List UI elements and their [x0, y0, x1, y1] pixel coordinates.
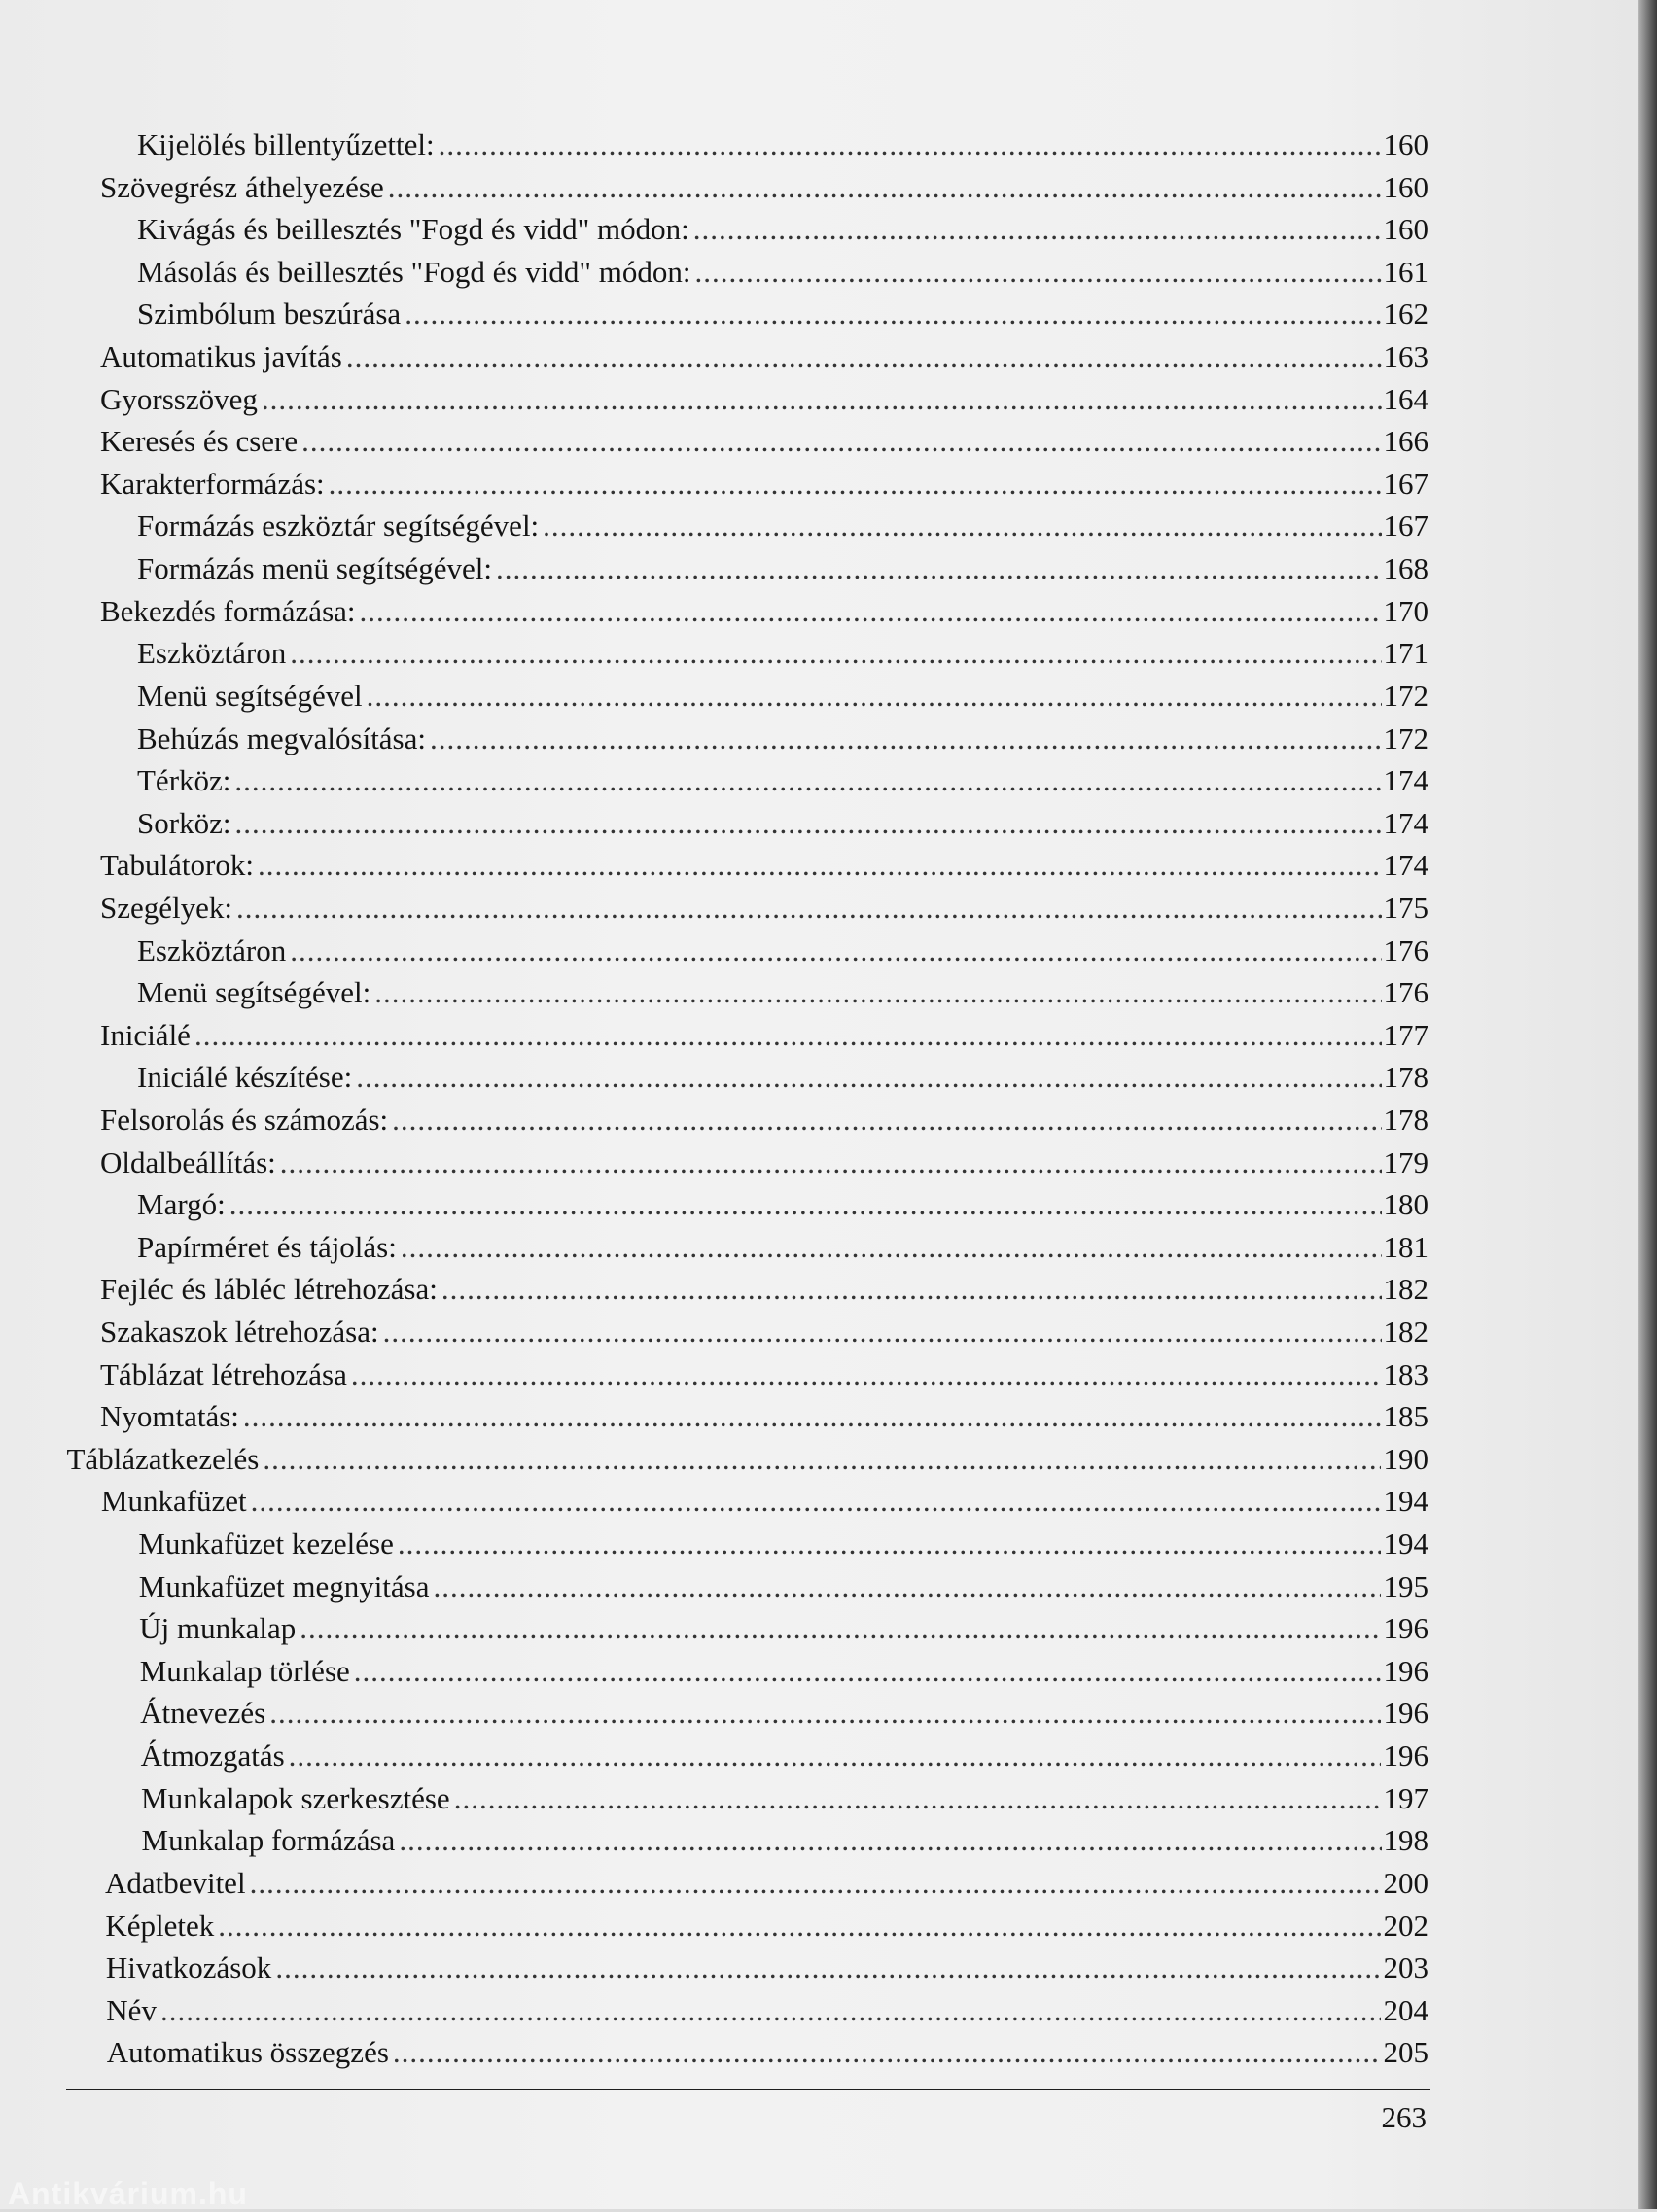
toc-leader-dots [234, 759, 1381, 802]
toc-entry [137, 293, 1428, 335]
toc-entry-page: 170 [1383, 593, 1428, 628]
toc-entry-label: Munkalap törlése [139, 1653, 350, 1688]
toc-entry [107, 2031, 1428, 2074]
toc-leader-dots [351, 1353, 1382, 1396]
toc-entry-label: Eszköztáron [137, 636, 287, 671]
toc-entry-label: Bekezdés formázása: [100, 593, 356, 628]
toc-entry-label: Karakterformázás: [100, 466, 325, 501]
toc-entry-label: Munkafüzet kezelése [138, 1527, 394, 1562]
toc-entry-page: 196 [1383, 1738, 1428, 1773]
toc-entry [137, 547, 1428, 590]
toc-entry [100, 1353, 1428, 1396]
page-spine-edge [1638, 0, 1657, 2209]
toc-leader-dots [236, 887, 1381, 930]
toc-entry [140, 1692, 1428, 1735]
toc-entry-label: Kivágás és beillesztés "Fogd és vidd" módon: [137, 212, 689, 247]
toc-entry-page: 197 [1383, 1780, 1428, 1815]
toc-entry [140, 1650, 1428, 1693]
toc-leader-dots [275, 1947, 1381, 1989]
toc-leader-dots [280, 1141, 1382, 1184]
toc-entry [100, 1141, 1428, 1184]
toc-entry-label: Szegélyek: [100, 890, 233, 925]
toc-entry [137, 632, 1428, 675]
toc-entry-label: Másolás és beillesztés "Fogd és vidd" módon: [137, 254, 691, 289]
toc-entry-page: 196 [1383, 1696, 1428, 1731]
toc-entry-label: Iniciálé [100, 1017, 191, 1052]
toc-entry-label: Eszköztáron [137, 932, 287, 967]
toc-entry-label: Név [106, 1992, 157, 2027]
toc-entry-label: Margó: [137, 1187, 226, 1222]
toc-entry-page: 177 [1383, 1017, 1428, 1052]
toc-entry-label: Tabulátorok: [100, 848, 254, 883]
toc-entry [137, 759, 1428, 802]
toc-entry-page: 172 [1383, 678, 1428, 713]
toc-entry-label: Táblázatkezelés [66, 1441, 260, 1476]
toc-leader-dots [439, 123, 1382, 166]
toc-entry [100, 1268, 1428, 1311]
toc-entry-label: Képletek [105, 1908, 215, 1943]
toc-leader-dots [250, 1862, 1382, 1905]
toc-entry [138, 1523, 1428, 1565]
toc-entry-label: Menü segítségével: [137, 975, 371, 1010]
toc-entry-page: 161 [1383, 254, 1428, 289]
toc-entry [105, 1862, 1428, 1905]
toc-entry-page: 174 [1383, 763, 1428, 798]
toc-entry-page: 178 [1383, 1102, 1428, 1137]
toc-leader-dots [290, 632, 1381, 675]
toc-entry-label: Táblázat létrehozása [100, 1356, 347, 1391]
toc-entry [100, 844, 1428, 887]
toc-entry-label: Papírméret és tájolás: [137, 1229, 397, 1264]
toc-leader-dots [301, 420, 1381, 463]
toc-leader-dots [356, 1056, 1381, 1099]
toc-entry-page: 183 [1383, 1356, 1428, 1391]
toc-entry-page: 204 [1383, 1992, 1428, 2027]
toc-entry-label: Felsorolás és számozás: [100, 1102, 389, 1137]
toc-entry-page: 175 [1383, 890, 1428, 925]
toc-entry [100, 335, 1428, 378]
toc-entry-page: 181 [1383, 1229, 1428, 1264]
toc-entry-label: Formázás menü segítségével: [137, 551, 493, 586]
toc-entry [137, 505, 1428, 547]
toc-entry [137, 971, 1428, 1014]
toc-leader-dots [243, 1395, 1382, 1438]
toc-entry-page: 182 [1383, 1272, 1428, 1307]
toc-entry [100, 590, 1428, 633]
toc-leader-dots [251, 1480, 1382, 1523]
toc-entry-page: 194 [1383, 1527, 1428, 1562]
toc-entry-page: 168 [1383, 551, 1428, 586]
toc-entry-label: Oldalbeállítás: [100, 1144, 276, 1179]
toc-entry-label: Szimbólum beszúrása [137, 297, 402, 332]
toc-entry [137, 675, 1428, 718]
toc-entry-page: 167 [1383, 509, 1428, 544]
toc-entry-page: 198 [1383, 1823, 1428, 1858]
toc-entry [100, 378, 1428, 421]
toc-leader-dots [454, 1777, 1382, 1820]
toc-entry [66, 1438, 1428, 1481]
toc-entry-label: Új munkalap [139, 1611, 297, 1646]
toc-leader-dots [160, 1989, 1382, 2032]
toc-entry [100, 463, 1428, 506]
toc-leader-dots [263, 1438, 1381, 1481]
toc-entry [137, 1056, 1428, 1099]
toc-entry-page: 203 [1383, 1950, 1428, 1985]
toc-entry-label: Fejléc és lábléc létrehozása: [100, 1272, 438, 1307]
toc-entry-label: Szakaszok létrehozása: [100, 1315, 379, 1349]
toc-leader-dots [694, 251, 1381, 294]
toc-leader-dots [374, 971, 1381, 1014]
toc-entry-page: 202 [1383, 1908, 1428, 1943]
footer-rule [66, 2089, 1430, 2090]
toc-entry-label: Munkafüzet [100, 1484, 247, 1519]
toc-entry-label: Automatikus összegzés [106, 2035, 389, 2070]
toc-entry-label: Nyomtatás: [100, 1399, 239, 1434]
toc-entry-label: Átmozgatás [140, 1738, 285, 1773]
toc-entry-label: Munkalapok szerkesztése [141, 1780, 450, 1815]
toc-entry-label: Gyorsszöveg [100, 381, 258, 416]
toc-leader-dots [329, 463, 1382, 506]
toc-entry [106, 1989, 1428, 2032]
toc-entry-page: 174 [1383, 805, 1428, 840]
toc-entry [137, 1226, 1428, 1269]
toc-leader-dots [392, 1099, 1381, 1141]
toc-entry [100, 420, 1428, 463]
toc-entry-label: Szövegrész áthelyezése [100, 169, 384, 204]
toc-entry-page: 179 [1383, 1144, 1428, 1179]
toc-entry-page: 194 [1383, 1484, 1428, 1519]
toc-entry [139, 1607, 1428, 1650]
toc-entry-page: 178 [1383, 1060, 1428, 1095]
toc-leader-dots [234, 802, 1381, 845]
toc-leader-dots [218, 1905, 1381, 1948]
toc-leader-dots [354, 1650, 1382, 1693]
toc-entry-label: Iniciálé készítése: [137, 1060, 353, 1095]
toc-entry-label: Automatikus javítás [100, 339, 342, 374]
toc-entry-label: Térköz: [137, 763, 231, 798]
toc-leader-dots [430, 718, 1382, 760]
toc-entry-label: Formázás eszköztár segítségével: [137, 509, 540, 544]
toc-leader-dots [434, 1565, 1382, 1608]
toc-leader-dots [405, 293, 1381, 335]
toc-entry-label: Sorköz: [137, 805, 231, 840]
toc-entry-page: 174 [1383, 848, 1428, 883]
toc-entry-label: Munkafüzet megnyitása [138, 1568, 430, 1603]
toc-entry-label: Kijelölés billentyűzettel: [137, 127, 435, 161]
toc-entry-page: 196 [1383, 1611, 1428, 1646]
toc-entry-page: 160 [1383, 169, 1428, 204]
toc-leader-dots [393, 2031, 1382, 2074]
toc-entry [100, 1014, 1428, 1057]
toc-entry-page: 200 [1383, 1865, 1428, 1900]
toc-entry [105, 1905, 1428, 1948]
toc-entry [139, 1565, 1428, 1608]
toc-entry [137, 208, 1428, 251]
toc-entry-page: 160 [1383, 127, 1428, 161]
toc-leader-dots [388, 166, 1382, 209]
toc-leader-dots [360, 590, 1382, 633]
watermark-logo: Antikvárium.hu [8, 2176, 248, 2211]
toc-leader-dots [258, 844, 1382, 887]
toc-leader-dots [269, 1692, 1381, 1735]
toc-leader-dots [300, 1607, 1381, 1650]
toc-leader-dots [401, 1226, 1382, 1269]
toc-entry-page: 167 [1383, 466, 1428, 501]
toc-leader-dots [367, 675, 1382, 718]
toc-entry-label: Behúzás megvalósítása: [137, 720, 426, 755]
toc-entry [141, 1735, 1428, 1777]
toc-entry-page: 176 [1383, 932, 1428, 967]
toc-leader-dots [693, 208, 1382, 251]
toc-leader-dots [194, 1014, 1382, 1057]
toc-entry-page: 164 [1383, 381, 1428, 416]
toc-entry-label: Menü segítségével [137, 678, 363, 713]
toc-entry [142, 1819, 1429, 1862]
toc-entry [137, 930, 1428, 972]
toc-entry [137, 123, 1428, 166]
toc-entry [137, 718, 1428, 760]
toc-entry [100, 887, 1428, 930]
toc-entry-label: Keresés és csere [100, 424, 299, 459]
toc-entry-page: 166 [1383, 424, 1428, 459]
toc-entry-label: Adatbevitel [104, 1865, 246, 1900]
toc-entry-label: Átnevezés [140, 1696, 266, 1731]
toc-entry-label: Munkalap formázása [141, 1823, 396, 1858]
toc-leader-dots [441, 1268, 1382, 1311]
toc-leader-dots [383, 1311, 1382, 1353]
toc-entry-page: 185 [1383, 1399, 1428, 1434]
toc-entry [100, 1311, 1428, 1353]
toc-entry-page: 180 [1383, 1187, 1428, 1222]
toc-entry-page: 162 [1383, 297, 1428, 332]
toc-leader-dots [290, 930, 1381, 972]
page-number: 263 [1381, 2100, 1427, 2134]
toc-entry-page: 205 [1383, 2035, 1428, 2070]
toc-entry [101, 1480, 1428, 1523]
toc-entry [141, 1777, 1428, 1820]
toc-entry [106, 1947, 1428, 1989]
toc-leader-dots [229, 1183, 1382, 1226]
toc-entry-page: 163 [1383, 339, 1428, 374]
toc-entry [100, 1395, 1428, 1438]
toc-entry-page: 195 [1383, 1568, 1428, 1603]
toc-leader-dots [346, 335, 1382, 378]
toc-entry [137, 802, 1428, 845]
toc-entry-page: 196 [1383, 1653, 1428, 1688]
toc-entry-page: 190 [1383, 1441, 1428, 1476]
toc-leader-dots [543, 505, 1381, 547]
toc-leader-dots [398, 1523, 1382, 1565]
toc-leader-dots [262, 378, 1382, 421]
toc-entry-page: 172 [1383, 720, 1428, 755]
toc-entry-page: 182 [1383, 1315, 1428, 1349]
toc-entry [137, 251, 1428, 294]
toc-leader-dots [289, 1735, 1382, 1777]
toc-entry-page: 171 [1383, 636, 1428, 671]
toc-entry [100, 1099, 1428, 1141]
toc-leader-dots [399, 1819, 1381, 1862]
toc-entry-page: 176 [1383, 975, 1428, 1010]
toc-entry [100, 166, 1428, 209]
toc-entry-page: 160 [1383, 212, 1428, 247]
toc-leader-dots [496, 547, 1381, 590]
toc-entry-label: Hivatkozások [105, 1950, 272, 1985]
toc-entry [137, 1183, 1428, 1226]
